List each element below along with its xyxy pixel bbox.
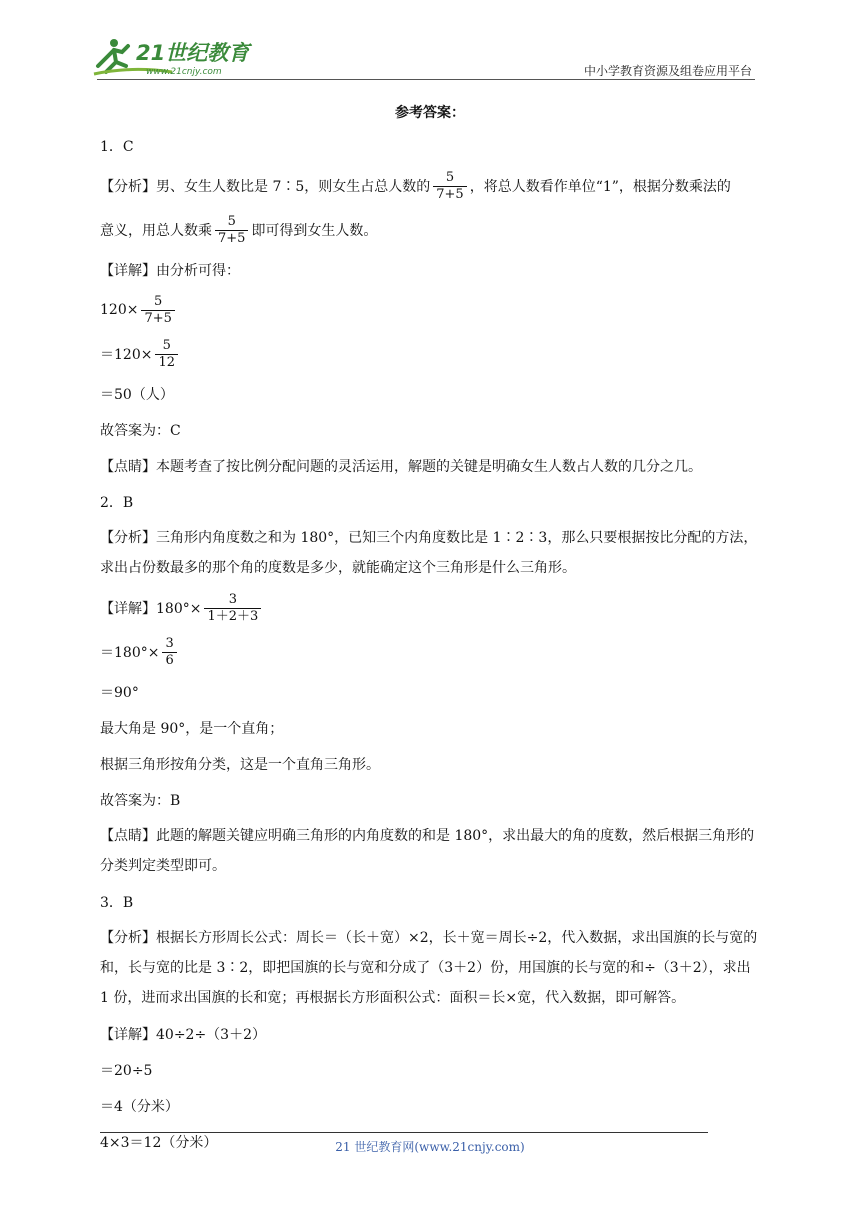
answer-content xyxy=(100,128,760,1160)
fraction: $\frac{5}{7+5}$ xyxy=(433,170,466,203)
q3-step2: ＝20÷5 xyxy=(100,1063,153,1079)
footer-link[interactable]: 21 世纪教育网(www.21cnjy.com) xyxy=(335,1140,525,1154)
q2-number: 2．B xyxy=(100,495,134,511)
svg-text:21世纪教育: 21世纪教育 xyxy=(136,41,250,65)
q3-analysis: 【分析】根据长方形周长公式：周长＝（长＋宽）×2，长＋宽＝周长÷2，代入数据，求出国旗的长与宽的和，长与宽的比是 3∶2，即把国旗的长与宽和分成了（3＋2）份，用国旗的长与宽的和÷（3＋2），求出 1 份，进而求出国旗的长和宽；再根据长方形面积公式：面积＝长×宽，代入数据，即可解答。 xyxy=(100,930,758,1006)
q1-step2: ＝120× $\frac{5}{12}$ xyxy=(100,332,760,376)
q1-analysis-line1: 【分析】男、女生人数比是 7∶5，则女生占总人数的 $\frac{5}{7+5}$ ，将总人数看作单位“1”，根据分数乘法的 xyxy=(100,169,731,202)
q1-detail: 【详解】由分析可得： xyxy=(100,263,240,279)
q2-line5: 根据三角形按角分类，这是一个直角三角形。 xyxy=(100,757,380,773)
q1-step3: ＝50（人） xyxy=(100,387,174,403)
q1-step1: 120× $\frac{5}{7+5}$ xyxy=(100,288,760,332)
q2-comment: 【点睛】此题的解题关键应明确三角形的内角度数的和是 180°，求出最大的角的度数，然后根据三角形的分类判定类型即可。 xyxy=(100,828,755,874)
header-platform-text: 中小学教育资源及组卷应用平台 xyxy=(583,64,752,78)
q3-step4: 4×3＝12（分米） xyxy=(100,1135,218,1151)
fraction: $\frac{5}{12}$ xyxy=(155,338,178,371)
q2-line4: 最大角是 90°，是一个直角； xyxy=(100,721,284,737)
q2-step2: ＝180°× $\frac{3}{6}$ xyxy=(100,630,760,674)
q2-analysis: 【分析】三角形内角度数之和为 180°，已知三个内角度数比是 1∶2∶3，那么只要根据按比分配的方法，求出占份数最多的那个角的度数是多少，就能确定这个三角形是什么三角形。 xyxy=(100,530,758,576)
q3-step3: ＝4（分米） xyxy=(100,1099,179,1115)
q3-detail: 【详解】40÷2÷（3＋2） xyxy=(100,1027,266,1043)
fraction: $\frac{5}{7+5}$ xyxy=(141,294,174,327)
q1-comment: 【点睛】本题考查了按比例分配问题的灵活运用，解题的关键是明确女生人数占人数的几分之几。 xyxy=(100,459,702,475)
q1-number: 1．C xyxy=(100,139,134,155)
fraction: $\frac{5}{7+5}$ xyxy=(215,214,248,247)
brand-logo xyxy=(92,36,264,80)
page-title: 参考答案： xyxy=(395,105,465,121)
header-divider xyxy=(97,79,755,80)
svg-text:www.21cnjy.com: www.21cnjy.com xyxy=(146,67,222,77)
footer-divider xyxy=(100,1132,708,1133)
q1-answer: 故答案为：C xyxy=(100,423,181,439)
q1-analysis-line2: 意义，用总人数乘 $\frac{5}{7+5}$ 即可得到女生人数。 xyxy=(100,213,378,246)
q2-step3: ＝90° xyxy=(100,685,139,701)
q2-answer: 故答案为：B xyxy=(100,793,181,809)
fraction: $\frac{3}{6}$ xyxy=(162,636,176,669)
q2-detail-step1: 【详解】180°× $\frac{3}{1+2+3}$ xyxy=(100,586,760,630)
fraction: $\frac{3}{1+2+3}$ xyxy=(204,592,261,625)
q3-number: 3．B xyxy=(100,895,134,911)
